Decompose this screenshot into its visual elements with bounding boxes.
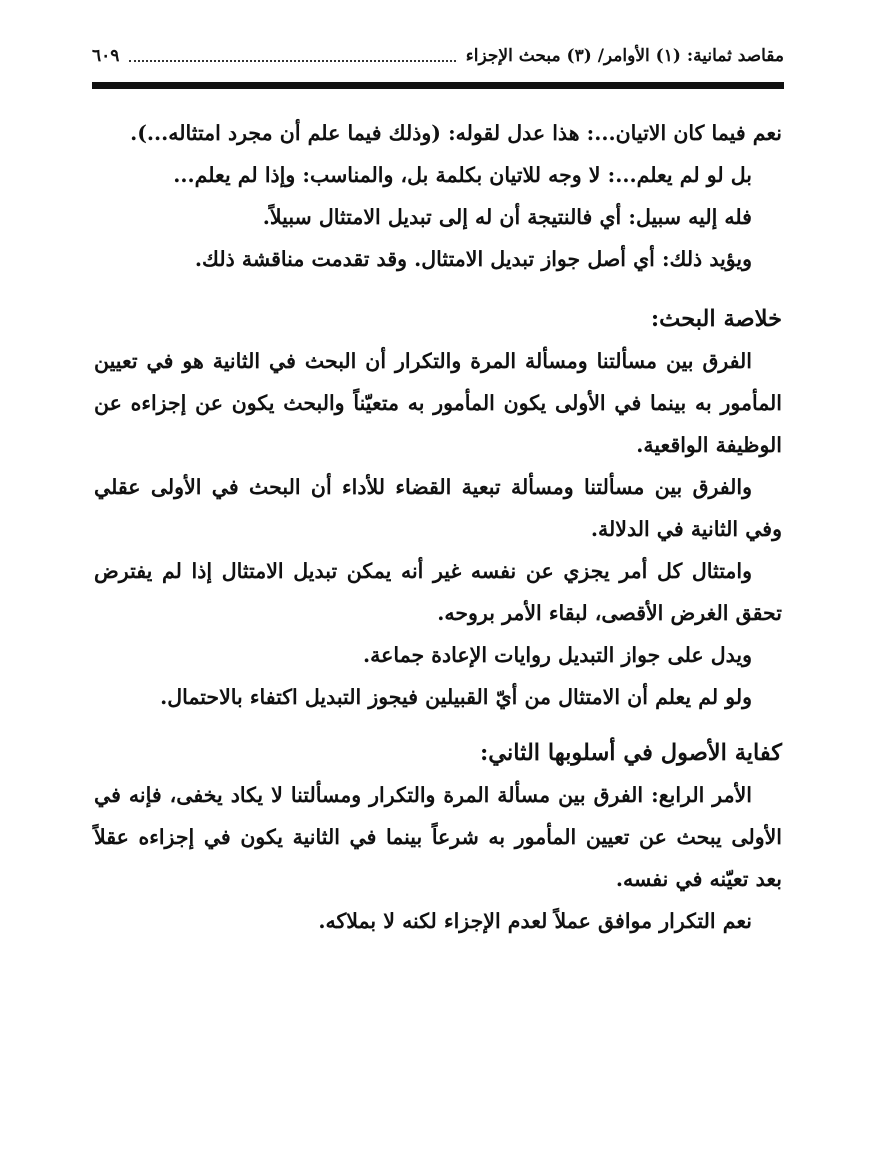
section-heading-summary: خلاصة البحث: — [650, 306, 782, 332]
summary-paragraph: والفرق بين مسألتنا ومسألة تبعية القضاء للأداء أن البحث في الأولى عقلي وفي الثانية في الدلالة. — [94, 475, 782, 541]
section-heading-kifaya: كفاية الأصول في أسلوبها الثاني: — [479, 740, 782, 766]
summary-paragraph: الفرق بين مسألتنا ومسألة المرة والتكرار أن البحث في الثانية هو في تعيين المأمور به بينما في الأولى يكون المأمور به متعيّناً والبحث يكون عن إجزاءه عن الوظيفة الواقعية. — [94, 349, 782, 457]
commentary-paragraph — [94, 196, 782, 238]
commentary-lead: بل لو لم يعلم...: — [607, 163, 752, 187]
commentary-text: لا وجه للاتيان بكلمة بل، والمناسب: وإذا لم يعلم... — [173, 163, 608, 187]
summary-paragraph: ولو لم يعلم أن الامتثال من أيّ القبيلين فيجوز التبديل اكتفاء بالاحتمال. — [160, 685, 752, 709]
section-text: الفرق بين مسألة المرة والتكرار ومسألتنا لا يكاد يخفى، فإنه في الأولى يبحث عن تعيين المأمور به شرعاً بينما في الثانية يكون في إجزاءه عقلاً بعد تعيّنه في نفسه. — [94, 783, 782, 891]
section-text: نعم التكرار موافق عملاً لعدم الإجزاء لكنه لا بملاكه. — [318, 909, 752, 933]
page-number: ٦٠٩ — [92, 46, 120, 66]
page-body — [94, 112, 782, 942]
section-lead: الأمر الرابع: — [651, 783, 752, 807]
section-paragraph — [94, 774, 782, 900]
header-rule — [92, 82, 784, 89]
summary-paragraph: ويدل على جواز التبديل روايات الإعادة جماعة. — [363, 643, 752, 667]
commentary-lead: نعم فيما كان الاتيان...: — [586, 121, 782, 145]
running-header — [92, 36, 784, 76]
summary-paragraph: وامتثال كل أمر يجزي عن نفسه غير أنه يمكن تبديل الامتثال إذا لم يفترض تحقق الغرض الأقصى، لبقاء الأمر بروحه. — [94, 559, 782, 625]
header-dot-leader — [129, 50, 455, 62]
commentary-paragraph — [94, 238, 782, 280]
section-paragraph — [94, 900, 782, 942]
running-header-title: مقاصد ثمانية: (١) الأوامر/ (٣) مبحث الإجزاء — [465, 46, 784, 66]
commentary-lead: فله إليه سبيل: — [628, 205, 752, 229]
commentary-paragraph — [94, 154, 782, 196]
commentary-paragraph — [94, 112, 782, 154]
commentary-text: أي فالنتيجة أن له إلى تبديل الامتثال سبيلاً. — [262, 205, 629, 229]
commentary-lead: ويؤيد ذلك: — [661, 247, 752, 271]
commentary-text: هذا عدل لقوله: (وذلك فيما علم أن مجرد امتثاله...). — [130, 121, 587, 145]
commentary-text: أي أصل جواز تبديل الامتثال. وقد تقدمت مناقشة ذلك. — [194, 247, 662, 271]
